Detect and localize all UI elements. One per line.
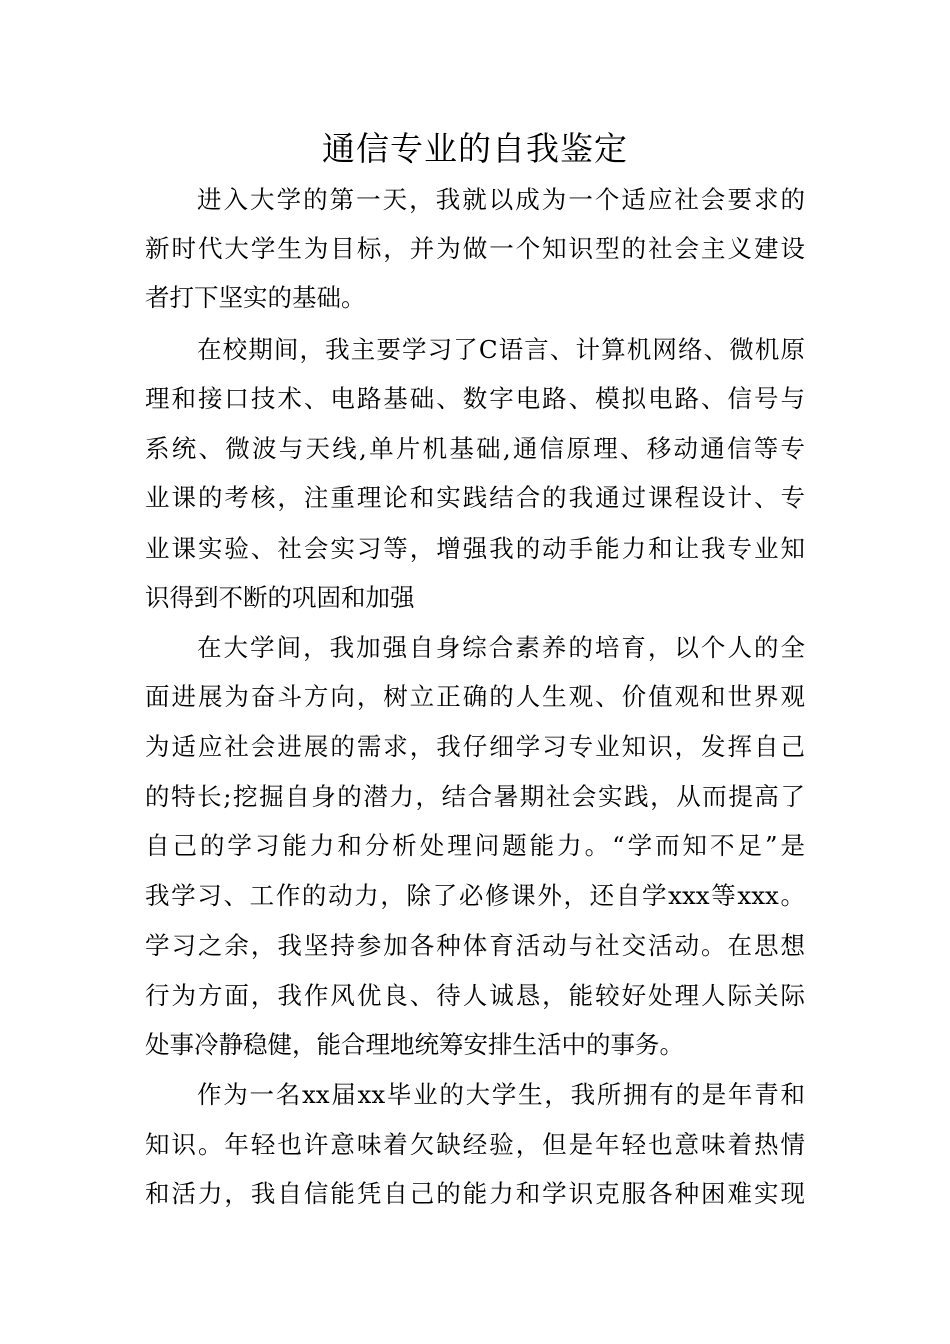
paragraph-2-line-4: 业课的考核，注重理论和实践结合的我通过课程设计、专 — [145, 483, 805, 512]
paragraph-4-line-3: 和活力，我自信能凭自己的能力和学识克服各种困难实现 — [145, 1179, 805, 1208]
paragraph-3-line-5: 自己的学习能力和分析处理问题能力。“学而知不足”是 — [145, 831, 805, 860]
paragraph-3-line-6: 我学习、工作的动力，除了必修课外，还自学xxx等xxx。 — [145, 881, 805, 910]
paragraph-3-line-7: 学习之余，我坚持参加各种体育活动与社交活动。在思想 — [145, 931, 805, 960]
paragraph-4-line-1: 作为一名xx届xx毕业的大学生，我所拥有的是年青和 — [197, 1080, 805, 1109]
paragraph-3-line-2: 面进展为奋斗方向，树立正确的人生观、价值观和世界观 — [145, 682, 805, 711]
paragraph-3-line-9: 处事冷静稳健，能合理地统筹安排生活中的事务。 — [145, 1030, 684, 1059]
paragraph-2-line-1: 在校期间，我主要学习了C语言、计算机网络、微机原 — [197, 335, 805, 364]
paragraph-1-line-3: 者打下坚实的基础。 — [145, 283, 366, 312]
paragraph-2-line-6: 识得到不断的巩固和加强 — [145, 583, 415, 612]
paragraph-2-line-2: 理和接口技术、电路基础、数字电路、模拟电路、信号与 — [145, 384, 805, 413]
paragraph-3-line-4: 的特长;挖掘自身的潜力，结合暑期社会实践，从而提高了 — [145, 782, 805, 811]
paragraph-2-line-3: 系统、微波与天线,单片机基础,通信原理、移动通信等专 — [145, 434, 805, 463]
paragraph-3-line-3: 为适应社会进展的需求，我仔细学习专业知识，发挥自己 — [145, 732, 805, 761]
paragraph-1-line-2: 新时代大学生为目标，并为做一个知识型的社会主义建设 — [145, 234, 805, 263]
document-title: 通信专业的自我鉴定 — [322, 129, 628, 168]
paragraph-3-line-8: 行为方面，我作风优良、待人诚恳，能较好处理人际关际 — [145, 981, 805, 1010]
paragraph-2-line-5: 业课实验、社会实习等，增强我的动手能力和让我专业知 — [145, 534, 805, 563]
paragraph-4-line-2: 知识。年轻也许意味着欠缺经验，但是年轻也意味着热情 — [145, 1130, 805, 1159]
paragraph-1-line-1: 进入大学的第一天，我就以成为一个适应社会要求的 — [197, 185, 805, 214]
paragraph-3-line-1: 在大学间，我加强自身综合素养的培育，以个人的全 — [197, 633, 805, 662]
